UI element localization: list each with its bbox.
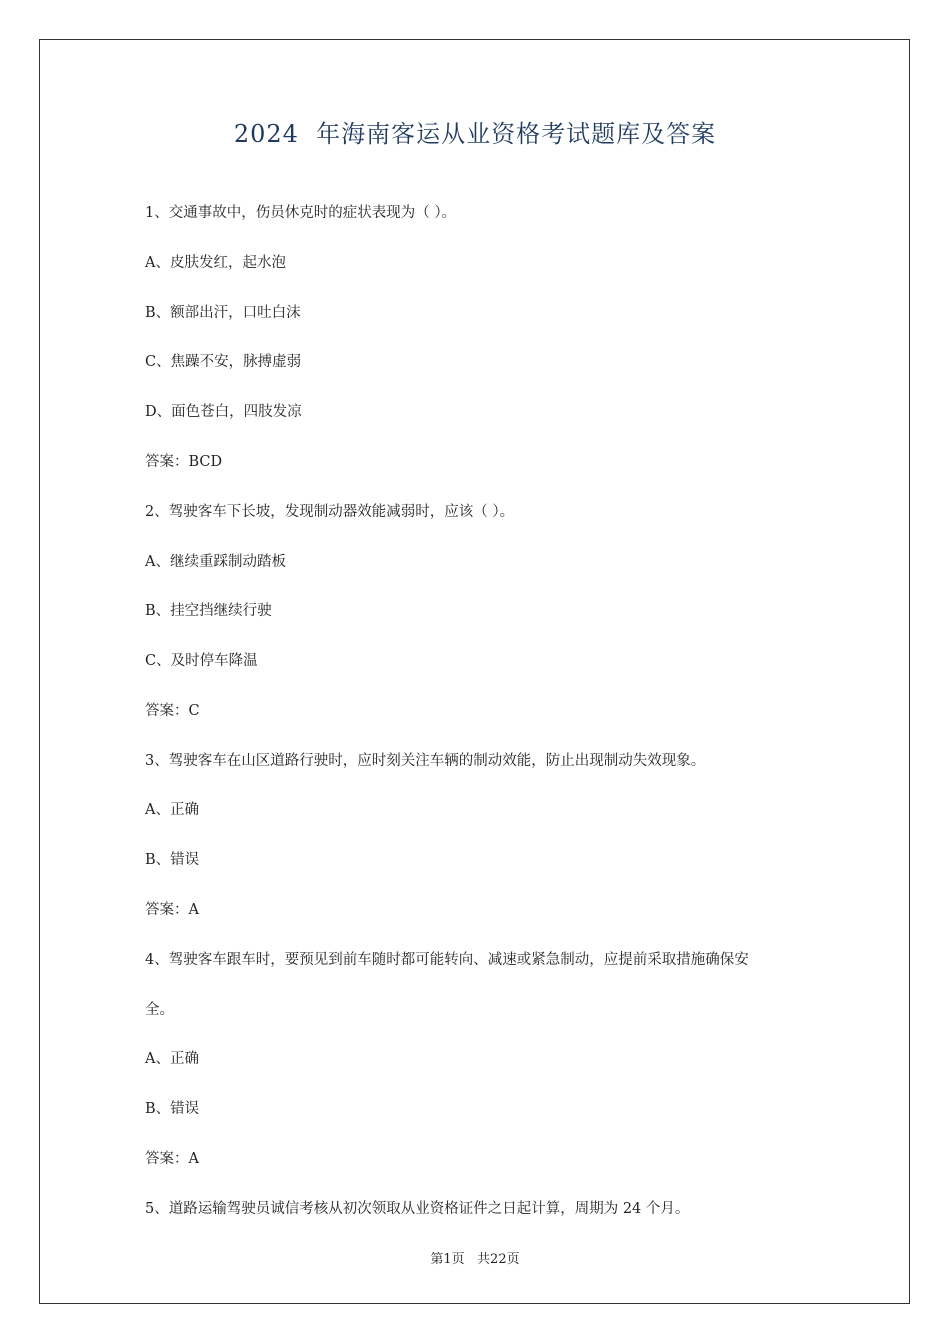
question-5-text: 5、道路运输驾驶员诚信考核从初次领取从业资格证件之日起计算，周期为 24 个月。 [145,1201,690,1217]
question-3-option-a: A、正确 [145,802,199,818]
question-1-option-d: D、面色苍白，四肢发凉 [145,404,302,420]
document-title: 2024 年海南客运从业资格考试题库及答案 [233,120,717,148]
question-1-option-a: A、皮肤发红，起水泡 [145,255,286,271]
question-4-option-b: B、错误 [145,1101,200,1117]
question-2-answer: 答案：C [145,703,200,719]
question-1-option-b: B、额部出汗，口吐白沫 [145,305,301,321]
question-4-text-continued: 全。 [145,1002,174,1018]
question-4-text: 4、驾驶客车跟车时，要预见到前车随时都可能转向、减速或紧急制动，应提前采取措施确保安 [145,952,749,968]
page-number-footer: 第1页 共22页 [430,1252,520,1267]
question-2-text: 2、驾驶客车下长坡，发现制动器效能减弱时，应该（ ）。 [145,504,515,520]
question-1-answer: 答案：BCD [145,454,223,470]
question-2-option-c: C、及时停车降温 [145,653,258,669]
question-2-option-b: B、挂空挡继续行驶 [145,603,272,619]
question-1-option-c: C、焦躁不安，脉搏虚弱 [145,354,302,370]
question-4-answer: 答案：A [145,1151,199,1167]
question-3-answer: 答案：A [145,902,199,918]
question-3-text: 3、驾驶客车在山区道路行驶时，应时刻关注车辆的制动效能，防止出现制动失效现象。 [145,753,706,769]
question-2-option-a: A、继续重踩制动踏板 [145,554,286,570]
question-4-option-a: A、正确 [145,1051,199,1067]
question-3-option-b: B、错误 [145,852,200,868]
question-1-text: 1、交通事故中，伤员休克时的症状表现为（ ）。 [145,205,457,221]
